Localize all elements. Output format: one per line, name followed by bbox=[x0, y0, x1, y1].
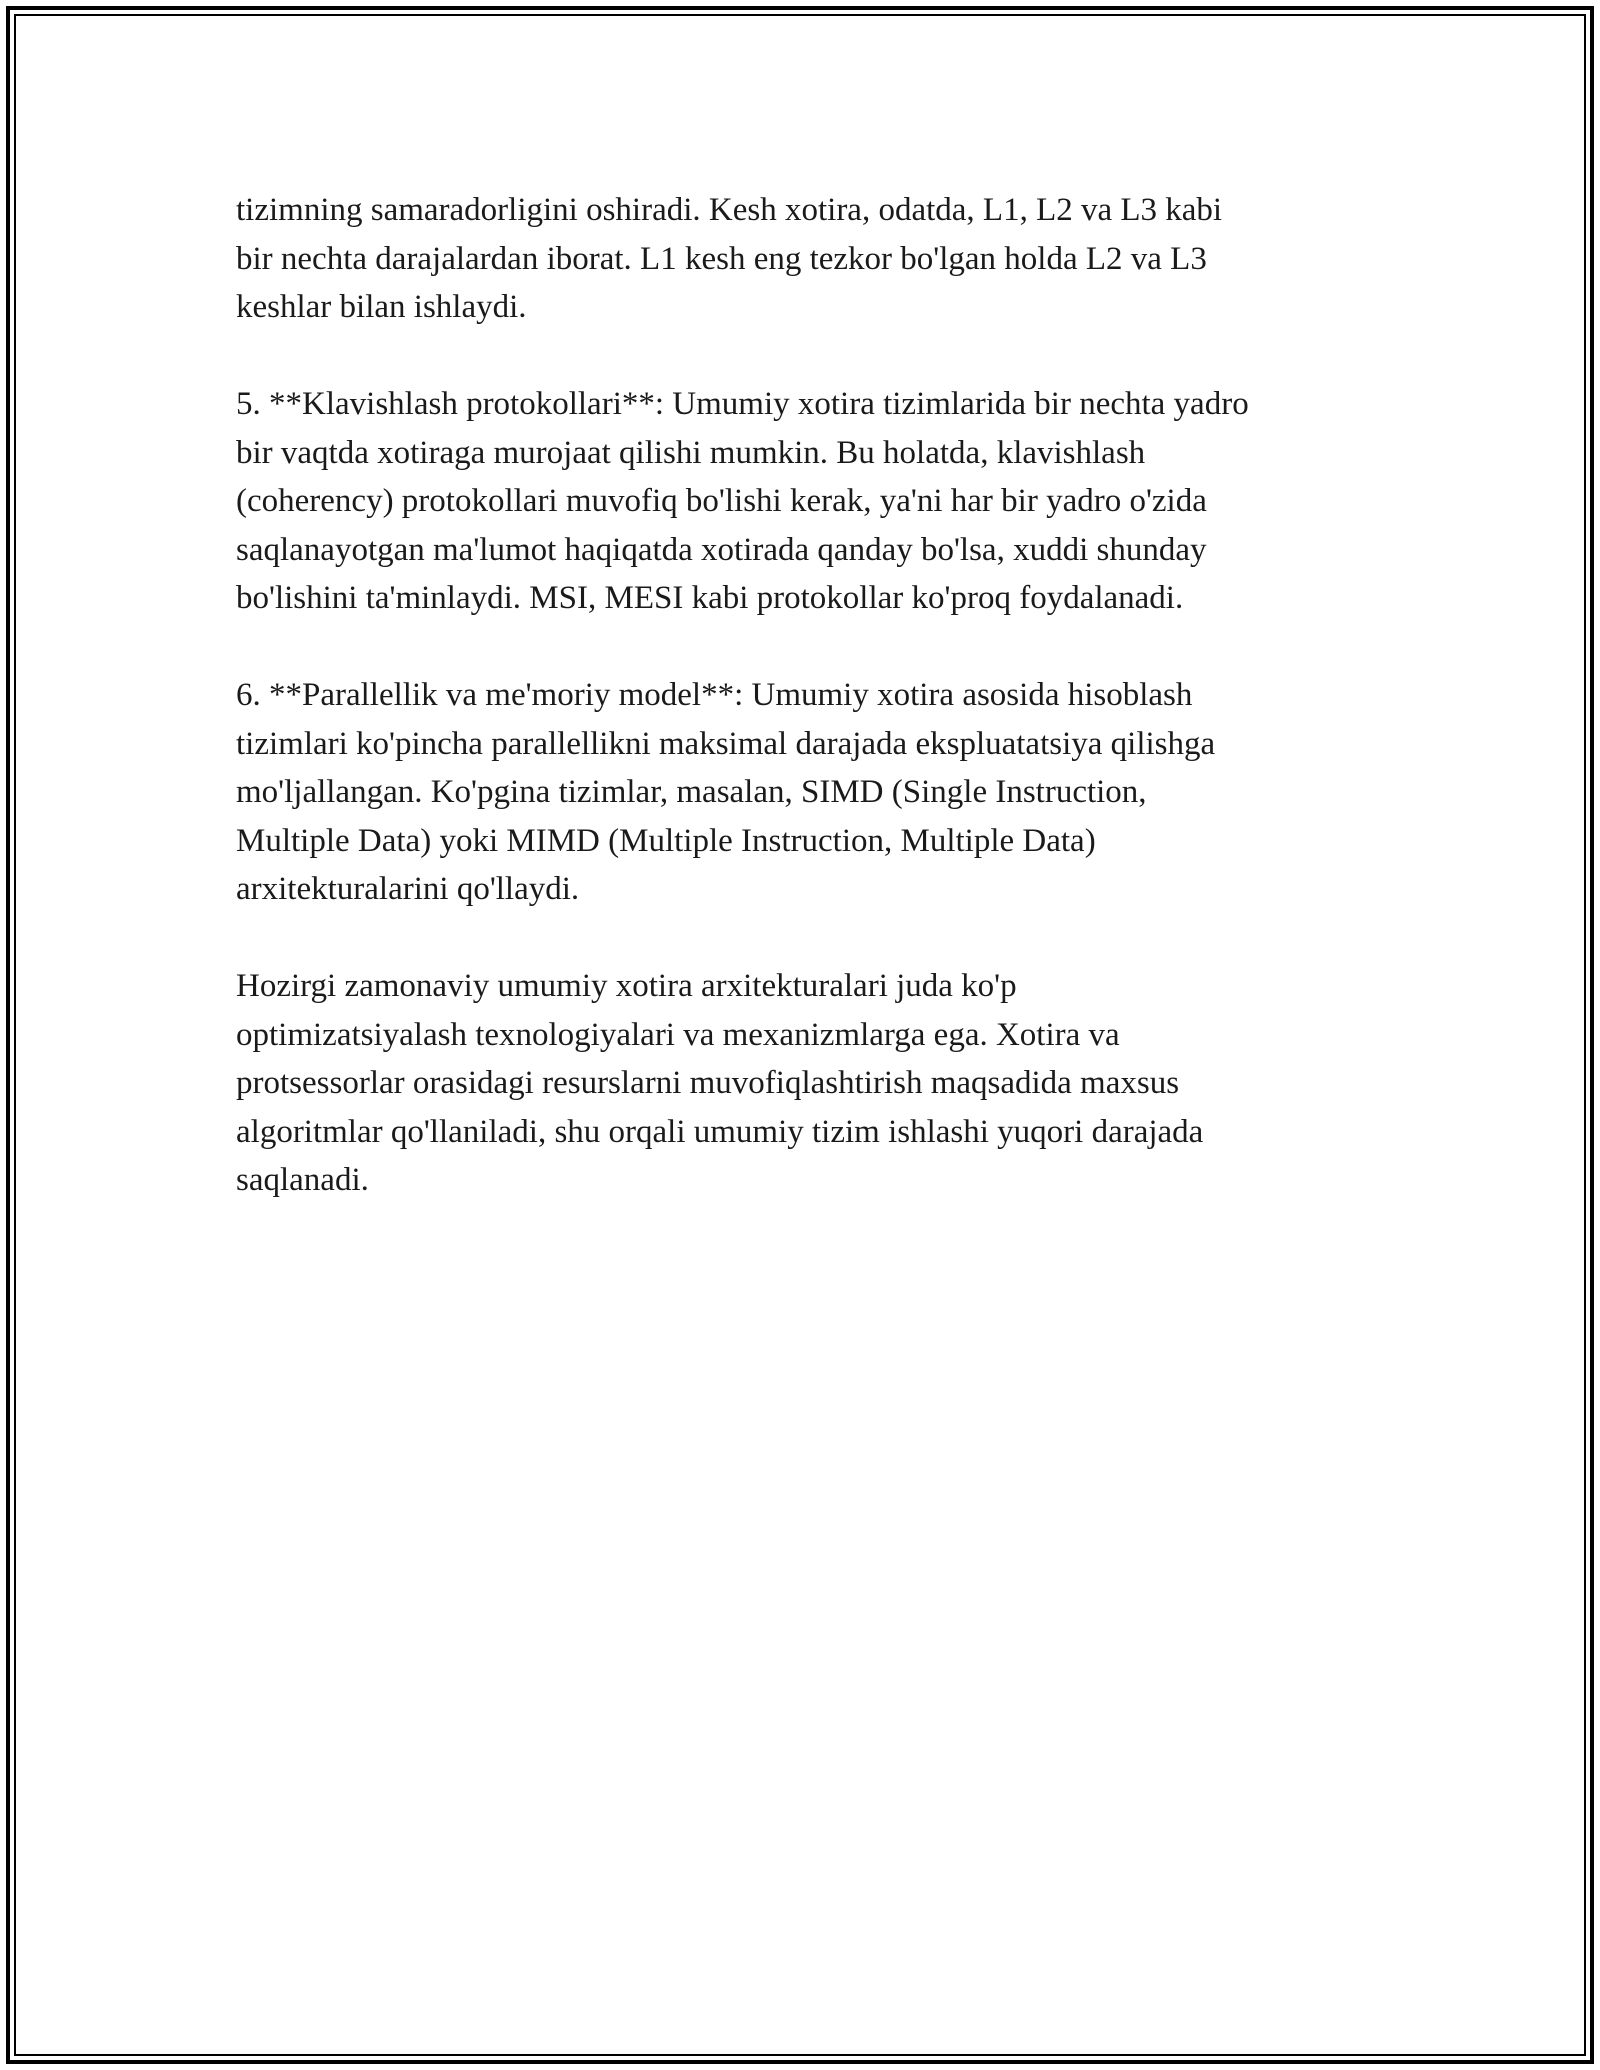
text-line: keshlar bilan ishlaydi. bbox=[236, 289, 527, 325]
text-line: saqlanadi. bbox=[236, 1162, 369, 1198]
text-line: 6. **Parallellik va me'moriy model**: Umumiy xotira asosida hisoblash bbox=[236, 677, 1193, 713]
text-line: protsessorlar orasidagi resurslarni muvofiqlashtirish maqsadida maxsus bbox=[236, 1065, 1180, 1101]
paragraph-conclusion bbox=[236, 962, 1386, 1205]
paragraph-cache-levels bbox=[236, 186, 1386, 332]
text-line: bir vaqtda xotiraga murojaat qilishi mumkin. Bu holatda, klavishlash bbox=[236, 434, 1146, 471]
text-line: Hozirgi zamonaviy umumiy xotira arxitekturalari juda ko'p bbox=[236, 968, 1017, 1004]
paragraph-parallelism-model bbox=[236, 671, 1386, 914]
text-line: algoritmlar qo'llaniladi, shu orqali umumiy tizim ishlashi yuqori darajada bbox=[236, 1113, 1204, 1150]
text-line: Multiple Data) yoki MIMD (Multiple Instruction, Multiple Data) bbox=[236, 822, 1096, 859]
text-line: 5. **Klavishlash protokollari**: Umumiy xotira tizimlarida bir nechta yadro bbox=[236, 386, 1249, 422]
text-line: bir nechta darajalardan iborat. L1 kesh eng tezkor bo'lgan holda L2 va L3 bbox=[236, 240, 1207, 277]
text-line: (coherency) protokollari muvofiq bo'lishi kerak, ya'ni har bir yadro o'zida bbox=[236, 483, 1207, 519]
text-line: bo'lishini ta'minlaydi. MSI, MESI kabi protokollar ko'proq foydalanadi. bbox=[236, 580, 1184, 616]
text-line: tizimning samaradorligini oshiradi. Kesh xotira, odatda, L1, L2 va L3 kabi bbox=[236, 192, 1223, 228]
text-line: mo'ljallangan. Ko'pgina tizimlar, masalan, SIMD (Single Instruction, bbox=[236, 774, 1147, 810]
text-line: optimizatsiyalash texnologiyalari va mexanizmlarga ega. Xotira va bbox=[236, 1016, 1120, 1053]
document-body bbox=[236, 186, 1386, 1253]
text-line: arxitekturalarini qo'llaydi. bbox=[236, 871, 580, 907]
text-line: tizimlari ko'pincha parallellikni maksimal darajada ekspluatatsiya qilishga bbox=[236, 725, 1216, 762]
text-line: saqlanayotgan ma'lumot haqiqatda xotirada qanday bo'lsa, xuddi shunday bbox=[236, 531, 1207, 568]
paragraph-coherency-protocols bbox=[236, 380, 1386, 623]
